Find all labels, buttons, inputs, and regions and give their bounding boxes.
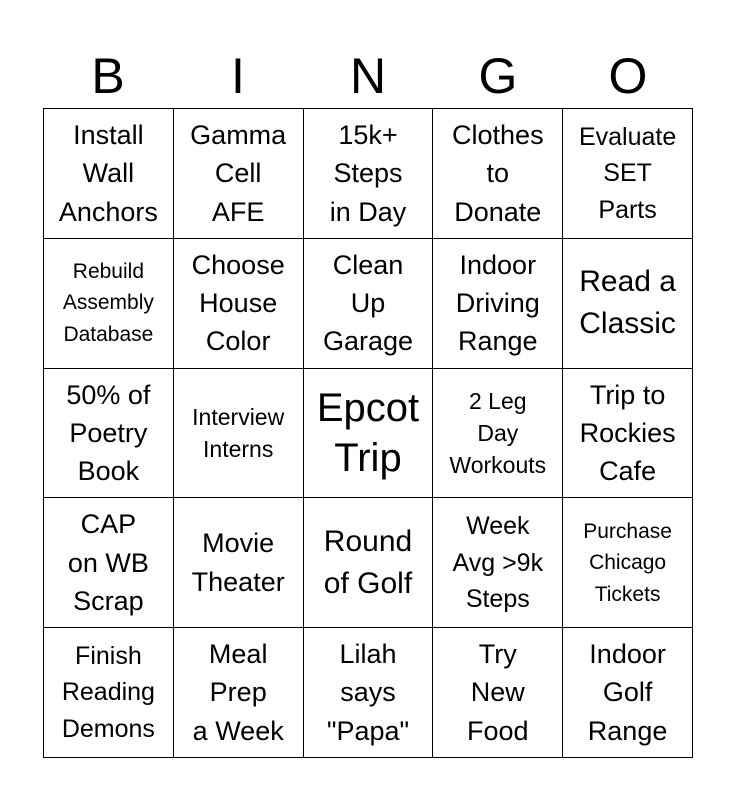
bingo-board	[43, 108, 693, 758]
bingo-cell-r3-c1[interactable]	[44, 369, 174, 499]
bingo-cell-r3-c4[interactable]	[433, 369, 563, 499]
bingo-cell-label: Evaluate SET Parts	[578, 122, 677, 224]
bingo-cell-label: Install Wall Anchors	[58, 119, 158, 227]
bingo-cell-r5-c3[interactable]	[304, 628, 434, 758]
bingo-cell-label: Round of Golf	[323, 524, 413, 600]
header-letter-i: I	[231, 48, 245, 104]
bingo-cell-label: Trip to Rockies Cafe	[579, 379, 676, 487]
bingo-cell-r2-c1[interactable]	[44, 239, 174, 369]
bingo-cell-r5-c1[interactable]	[44, 628, 174, 758]
header-letter-g: G	[478, 48, 518, 104]
bingo-cell-label: Indoor Driving Range	[455, 249, 540, 357]
bingo-cell-r1-c5[interactable]	[563, 109, 693, 239]
bingo-cell-r4-c3[interactable]	[304, 498, 434, 628]
bingo-cell-label: Gamma Cell AFE	[190, 119, 287, 227]
bingo-cell-r2-c2[interactable]	[174, 239, 304, 369]
bingo-cell-r5-c2[interactable]	[174, 628, 304, 758]
bingo-cell-r2-c4[interactable]	[433, 239, 563, 369]
bingo-cell-label: Indoor Golf Range	[587, 639, 668, 746]
bingo-cell-label: Movie Theater	[191, 528, 285, 597]
bingo-cell-r2-c5[interactable]	[563, 239, 693, 369]
bingo-cell-r5-c5[interactable]	[563, 628, 693, 758]
bingo-cell-label: Rebuild Assembly Database	[62, 259, 154, 346]
bingo-cell-label: 50% of Poetry Book	[66, 379, 151, 487]
bingo-cell-r4-c5[interactable]	[563, 498, 693, 628]
bingo-cell-r2-c3[interactable]	[304, 239, 434, 369]
bingo-cell-label: 15k+ Steps in Day	[329, 119, 407, 227]
bingo-cell-label: Finish Reading Demons	[61, 641, 155, 743]
bingo-cell-label: Interview Interns	[192, 403, 285, 462]
bingo-cell-r4-c4[interactable]	[433, 498, 563, 628]
bingo-cell-label: Clean Up Garage	[322, 249, 414, 357]
header-letter-o: O	[608, 48, 648, 104]
bingo-cell-label: Clothes to Donate	[452, 119, 544, 227]
bingo-header	[43, 44, 693, 108]
bingo-cell-r4-c2[interactable]	[174, 498, 304, 628]
bingo-cell-label: Purchase Chicago Tickets	[583, 519, 672, 606]
bingo-cell-r3-c2[interactable]	[174, 369, 304, 499]
bingo-cell-label: Week Avg >9k Steps	[452, 512, 544, 614]
bingo-cell-r4-c1[interactable]	[44, 498, 174, 628]
bingo-cell-label: Choose House Color	[191, 249, 285, 357]
bingo-cell-label: Lilah says "Papa"	[326, 639, 410, 746]
bingo-cell-r1-c4[interactable]	[433, 109, 563, 239]
bingo-cell-r1-c1[interactable]	[44, 109, 174, 239]
header-letter-b: B	[91, 48, 125, 104]
bingo-cell-label: Meal Prep a Week	[192, 639, 284, 746]
bingo-cell-label: Epcot Trip	[316, 385, 420, 480]
bingo-cell-label: Try New Food	[467, 639, 529, 746]
bingo-cell-r1-c3[interactable]	[304, 109, 434, 239]
bingo-cell-r1-c2[interactable]	[174, 109, 304, 239]
bingo-cell-r3-c5[interactable]	[563, 369, 693, 499]
header-letter-n: N	[349, 48, 387, 104]
bingo-cell-label: CAP on WB Scrap	[67, 509, 149, 616]
bingo-cell-label: Read a Classic	[579, 265, 676, 341]
bingo-cell-r3-c3[interactable]	[304, 369, 434, 499]
bingo-cell-r5-c4[interactable]	[433, 628, 563, 758]
bingo-cell-label: 2 Leg Day Workouts	[449, 387, 547, 479]
